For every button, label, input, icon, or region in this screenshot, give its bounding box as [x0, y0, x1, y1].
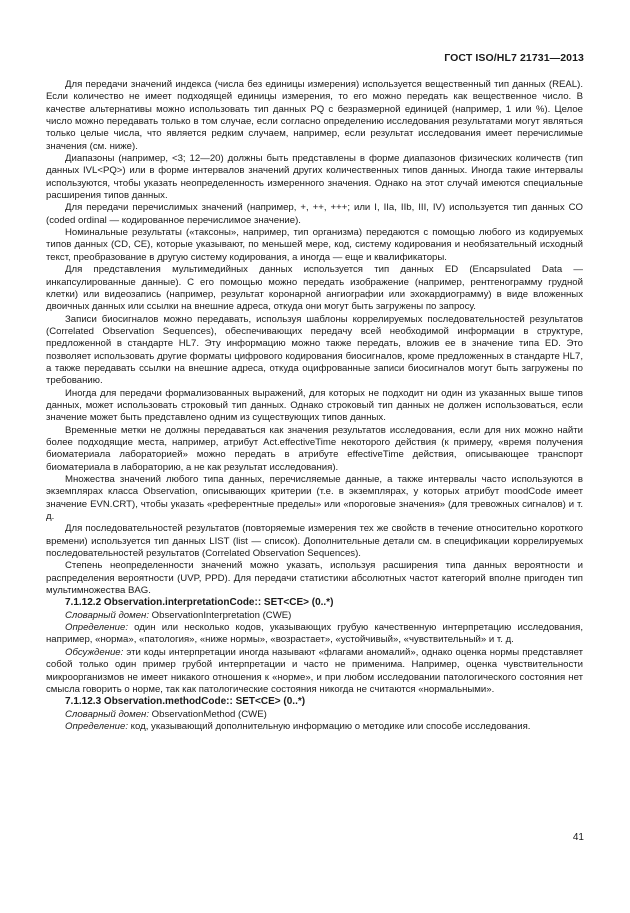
section-heading-interpretation-code: 7.1.12.2 Observation.interpretationCode:: SET<CE> (0..*) — [65, 597, 334, 609]
paragraph-sequences: Для последовательностей результатов (повторяемые измерения тех же свойств в течение относительно короткого времени) используется тип данных LIST (list — список). Дополнительные детали см. в спецификации коррелируемых последовательностей результатов (Correlated Observation Sequences). — [46, 523, 583, 560]
section-heading-method-code: 7.1.12.3 Observation.methodCode:: SET<CE> (0..*) — [65, 696, 306, 708]
definition-label: Определение: — [65, 622, 128, 634]
section-1-definition — [46, 622, 583, 647]
section-2-domain — [46, 709, 583, 721]
definition-text: один или несколько кодов, указывающих грубую качественную интерпретацию исследования, например, «норма», «патология», «ниже нормы», «возрастает», «устойчивый», «чувствительный» и т. д. — [46, 622, 583, 646]
paragraph-nominal-results: Номинальные результаты («таксоны», например, тип организма) передаются с помощью любого из кодируемых типов данных (CD, CE), которые указывают, по меньшей мере, код, систему кодирования и необязательный исходный текст, преобразование в другую систему кодирования, а иногда — еще и квалификаторы. — [46, 227, 583, 263]
paragraph-timestamps: Временные метки не должны передаваться как значения результатов исследования, если для них можно найти более подходящие места, например, атрибут Act.effectiveTime некоторого действия (к примеру, «время получения биоматериала лабораторией» можно передать в атрибуте effectiveTime действия, описывающее транспорт биоматериала в лабораторию, а не как результат исследования). — [46, 424, 583, 473]
definition-text: код, указывающий дополнительную информацию о методике или способе исследования. — [128, 720, 531, 732]
section-1-discussion — [46, 647, 583, 696]
paragraph-formal-expressions: Иногда для передачи формализованных выражений, для которых не подходит ни один из указанных выше типов данных, может использовать строковый тип данных. Однако строковый тип данных не должен использоваться, если значение может быть представлено одним из существующих типов данных. — [46, 387, 583, 424]
page-number: 41 — [572, 832, 584, 843]
section-2-definition — [46, 721, 583, 733]
paragraph-biosignals: Записи биосигналов можно передавать, используя шаблоны коррелируемых последовательностей результатов (Correlated Observation Sequences), обеспечивающих передачу всей необходимой информации в структуре, предложенной в стандарте HL7. Эту информацию можно также передать, вложив ее в значение типа ED. Это позволяет использовать другие форматы цифрового кодирования биосигналов, кроме предложенных в стандарте HL7, а также передавать ссылки на внешние адреса, откуда оцифрованные записи биосигналов могут быть загружены по требованию. — [46, 313, 583, 387]
discussion-label: Обсуждение: — [65, 646, 124, 658]
domain-label: Словарный домен: — [65, 708, 149, 720]
paragraph-value-sets: Множества значений любого типа данных, перечисляемые данные, а также интервалы часто используются в экземплярах класса Observation, описывающих критерии (т.е. в экземплярах, у которых атрибут moodCode имеет значение EVN.CRT), чтобы указать «референтные пределы» или «пороговые значения» (для тревожных сигналов) и т. д. — [46, 474, 583, 523]
discussion-text: эти коды интерпретации иногда называют «флагами аномалий», однако оценка нормы представляет собой только один пример грубой интерпретации и часто не применима. Например, оценка чувствительности микроорганизмов не имеет никакого отношения к «норме», и при любом исследовании патологического состояния нет смысла говорить о норме, так как патологические состояния никогда не считаются «нормальными». — [46, 646, 583, 695]
paragraph-ranges: Диапазоны (например, <3; 12—20) должны быть представлены в форме диапазонов физических количеств (тип данных IVL<PQ>) или в форме интервалов значений других количественных типов данных. Иногда такие интервалы используются, чтобы указать неопределенность измеренного значения. Однако на этот случай имеются специальные расширения типов данных. — [46, 153, 583, 202]
domain-value: ObservationMethod (CWE) — [148, 708, 267, 720]
paragraph-multimedia: Для представления мультимедийных данных используется тип данных ED (Encapsulated Data — инкапсулированные данные). С его помощью можно передать изображение (например, рентгенограмму грудной клетки) или видеозапись (например, результат коронарной ангиографии или эхокардиограмму) в виде вложенных двоичных данных или ссылки на внешние адреса, откуда они могут быть загружены по запросу. — [46, 264, 583, 313]
domain-value: ObservationInterpretation (CWE) — [148, 609, 292, 621]
paragraph-uncertainty: Степень неопределенности значений можно указать, используя расширения типа данных вероятности и распределения вероятности (UVP, PPD). Для передачи статистики абсолютных частот категорий вполне пригоден тип мультимножества BAG. — [46, 560, 583, 597]
paragraph-ordinal-values: Для передачи перечислимых значений (например, +, ++, +++; или I, IIa, IIb, III, IV) используется тип данных CO (coded ordinal — кодированное перечислимое значение). — [46, 202, 583, 226]
domain-label: Словарный домен: — [65, 609, 149, 621]
section-1-domain — [46, 610, 583, 622]
document-header: ГОСТ ISO/HL7 21731—2013 — [444, 52, 584, 64]
page-body — [46, 79, 583, 733]
definition-label: Определение: — [65, 720, 128, 732]
paragraph-index-values: Для передачи значений индекса (числа без единицы измерения) используется вещественный тип данных (REAL). Если количество не имеет подходящей единицы измерения, то его можно передать как вещественное число. В качестве альтернативы можно использовать тип данных PQ с безразмерной единицей (например, 1 или %). Целое число можно передавать только в том случае, если согласно определению исследования результатами могут являться только целые числа, что является редким случаем, например, если результат исследования имеет перечислимые значения (см. ниже). — [46, 79, 583, 152]
